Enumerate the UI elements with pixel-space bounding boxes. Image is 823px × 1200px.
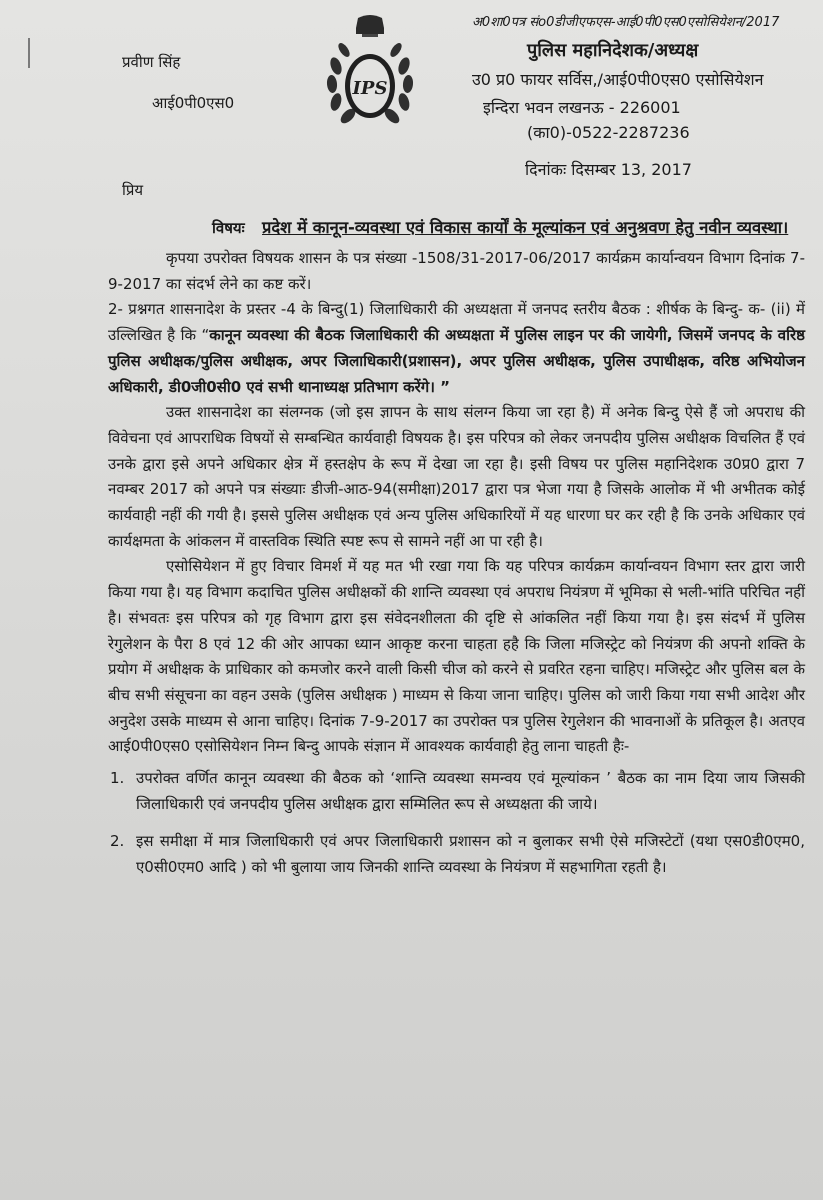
reference-number: अ0शा0पत्र संo0डीजीएफएस-आई0पी0एस0एसोसियेशन/2017: [472, 15, 780, 30]
office-line-2: इन्दिरा भवन लखनऊ - 226001: [483, 98, 681, 117]
ips-emblem: [322, 12, 418, 132]
letter-body: [108, 246, 805, 893]
subject-label: विषयः: [212, 219, 245, 237]
sender-name: प्रवीण सिंह: [122, 53, 181, 71]
subject-text: प्रदेश में कानून-व्यवस्था एवं विकास कार्यों के मूल्यांकन एवं अनुश्रवण हेतु नवीन व्यवस्था।: [262, 218, 789, 237]
paragraph-2-lead: 2- प्रश्नगत शासनादेश के प्रस्तर -4 के बिन्दु(1) जिलाधिकारी की अध्यक्षता में जनपद स्तरीय बैठक : शीर्षक के बिन्दु- क- (ii) में उल्लिखित है कि “: [108, 300, 805, 345]
paragraph-1: कृपया उपरोक्त विषयक शासन के पत्र संख्या -1508/31-2017-06/2017 कार्यक्रम कार्यान्वयन विभाग दिनांक 7-9-2017 का संदर्भ लेने का कष्ट करें।: [108, 249, 805, 293]
office-line-1: उ0 प्र0 फायर सर्विस,/आई0पी0एस0 एसोसियेशन: [472, 70, 764, 89]
list-item-text: इस समीक्षा में मात्र जिलाधिकारी एवं अपर जिलाधिकारी प्रशासन को न बुलाकर सभी ऐसे मजिस्टेटों (यथा एस0डी0एम0, ए0सी0एम0 आदि ) को भी बुलाया जाय जिनकी शान्ति व्यवस्था के नियंत्रण में सहभागिता रहती है।: [136, 832, 805, 877]
office-phone: (का0)-0522-2287236: [527, 123, 690, 142]
salutation: प्रिय: [122, 181, 144, 199]
list-item-number: 2.: [110, 832, 125, 851]
emblem-text: IPS: [352, 78, 388, 99]
margin-mark: [28, 38, 30, 68]
office-title: पुलिस महानिदेशक/अध्यक्ष: [527, 40, 699, 61]
sender-designation: आई0पी0एस0: [152, 94, 235, 112]
list-item: [108, 829, 805, 880]
list-item-number: 1.: [110, 769, 125, 788]
paragraph-2-quote: कानून व्यवस्था की बैठक जिलाधिकारी की अध्यक्षता में पुलिस लाइन पर की जायेगी, जिसमें जनपद के वरिष्ठ पुलिस अधीक्षक/पुलिस अधीक्षक, अपर जिलाधिकारी(प्रशासन), अपर पुलिस अधीक्षक, पुलिस उपाधीक्षक, वरिष्ठ अभियोजन अधिकारी, डी0जी0सी0 एवं सभी थानाध्यक्ष प्रतिभाग करेंगे। ”: [108, 326, 805, 396]
list-item-text: उपरोक्त वर्णित कानून व्यवस्था की बैठक को ‘शान्ति व्यवस्था समन्वय एवं मूल्यांकन ’ बैठक का नाम दिया जाय जिसकी जिलाधिकारी एवं जनपदीय पुलिस अधीक्षक द्वारा सम्मिलित रूप से अध्यक्षता की जाये।: [136, 769, 805, 813]
paragraph-3: उक्त शासनादेश का संलग्नक (जो इस ज्ञापन के साथ संलग्न किया जा रहा है) में अनेक बिन्दु ऐसे हैं जो अपराध की विवेचना एवं आपराधिक विषयों से सम्बन्धित कार्यवाही विषयक है। इस परिपत्र को लेकर जनपदीय पुलिस अधीक्षक विचलित हैं एवं उनके द्वारा इसे अपने अधिकार क्षेत्र में हस्तक्षेप के रूप में देखा जा रहा है। इसी विषय पर पुलिस महानिदेशक उ0प्र0 द्वारा 7 नवम्बर 2017 को अपने पत्र संख्याः डीजी-आठ-94(समीक्षा)2017 द्वारा पत्र भेजा गया है जिसके आलोक में भी अभीतक कोई कार्यवाही नहीं की गयी है। इससे पुलिस अधीक्षक एवं अन्य पुलिस अधिकारियों में यह धारणा घर कर रही है कि उनके अधिकार एवं कार्यक्षमता के आंकलन में वास्तविक स्थिति स्पष्ट रूप से सामने नहीं आ पा रही है।: [108, 403, 805, 550]
letter-date: दिनांकः दिसम्बर 13, 2017: [525, 160, 692, 179]
points-list: [108, 766, 805, 881]
list-item: [108, 766, 805, 817]
paragraph-2: [108, 297, 805, 400]
paragraph-4: एसोसियेशन में हुए विचार विमर्श में यह मत भी रखा गया कि यह परिपत्र कार्यक्रम कार्यान्वयन विभाग स्तर द्वारा जारी किया गया है। यह विभाग कदाचित पुलिस अधीक्षकों की शान्ति व्यवस्था एवं अपराध नियंत्रण में भूमिका से भली-भांति परिचित नहीं है। संभवतः इस परिपत्र को गृह विभाग द्वारा इस संवेदनशीलता की दृष्टि से आंकलित नहीं किया गया है। इस संदर्भ में पुलिस रेगुलेशन के पैरा 8 एवं 12 की ओर आपका ध्यान आकृष्ट करना चाहता हहै कि जिला मजिस्ट्रेट को नियंत्रण की अपनो शक्ति के प्रयोग में अधीक्षक के प्राधिकार को कमजोर करने वाली किसी चीज को करने से प्रवरित रहना चाहिए। मजिस्ट्रेट और पुलिस बल के बीच सभी संसूचना का वहन उसके (पुलिस अधीक्षक ) माध्यम से किया जाना चाहिए। पुलिस को जारी किया गया सभी आदेश और अनुदेश उसके माध्यम से आना चाहिए। दिनांक 7-9-2017 का उपरोक्त पत्र पुलिस रेगुलेशन की भावनाओं के प्रतिकूल है। अतएव आई0पी0एस0 एसोसियेशन निम्न बिन्दु आपके संज्ञान में आवश्यक कार्यवाही हेतु लाना चाहती हैः-: [108, 557, 805, 756]
